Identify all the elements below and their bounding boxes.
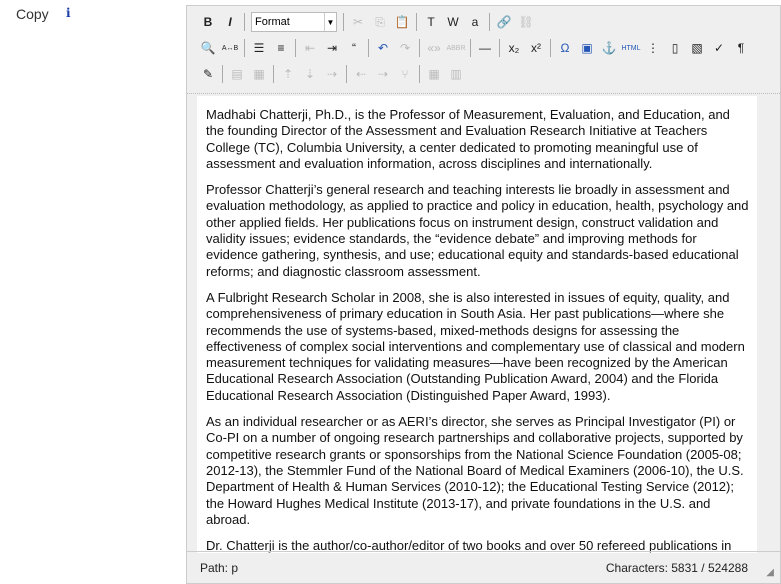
toolbar-separator [343, 13, 344, 31]
element-path: Path: p [200, 560, 239, 575]
redo-button[interactable] [394, 37, 416, 59]
abbr-button[interactable] [445, 37, 467, 59]
table-button[interactable] [423, 63, 445, 85]
find-icon: 🔍 [200, 41, 216, 55]
remove-format-icon: ¶ [737, 41, 745, 55]
copy-button[interactable] [369, 11, 391, 33]
format-select[interactable] [251, 12, 337, 32]
horizontal-rule-icon: — [479, 41, 491, 55]
format-select-value: Format [255, 16, 290, 28]
toolbar-separator [244, 13, 245, 31]
toolbar-separator [222, 65, 223, 83]
indent-button[interactable] [321, 37, 343, 59]
indent-icon: ⇥ [326, 41, 338, 55]
redo-icon: ↷ [399, 41, 411, 55]
find-button[interactable] [197, 37, 219, 59]
toolbar-separator [273, 65, 274, 83]
subscript-icon: x₂ [508, 41, 520, 55]
table-icon: ▦ [428, 67, 440, 81]
paragraph: A Fulbright Research Scholar in 2008, she is also interested in issues of equity, quality, and comprehensiveness of primary education in South Asia. Her past publications—where she recommends the use of systems-based, mixed-methods designs for assessing the effectiveness of complex social interventions and complementary use of classical and modern measurement techniques for validating measures—have been recognized by the American Educational Research Association (Outstanding Publication Award, 2004) and the Florida Educational Research Association (Distinguished Paper Award, 1993). [206, 289, 745, 403]
link-icon: 🔗 [496, 15, 512, 29]
table-row-button[interactable] [226, 63, 248, 85]
replace-icon: A↔B [221, 44, 239, 52]
superscript-button[interactable] [525, 37, 547, 59]
html-button[interactable] [620, 37, 642, 59]
subscript-button[interactable] [503, 37, 525, 59]
blockquote-icon: “ [352, 41, 356, 55]
special-char-button[interactable] [554, 37, 576, 59]
paragraph: Professor Chatterji’s general research and teaching interests lie broadly in assessment and evaluation methodology, as applied to practice and policy in education, health, psychology and other applied fields. Her publications focus on instrument design, construct validation and validity issues; evidence standards, the “evidence debate” and improving methods for evidence gathering, synthesis, and use; educational equity and standards-based educational reforms; and diagnostic classroom assessment. [206, 182, 749, 279]
undo-button[interactable] [372, 37, 394, 59]
edit-icon: ✎ [202, 67, 214, 81]
undo-icon: ↶ [377, 41, 389, 55]
delete-row-icon: ⇢ [326, 67, 338, 81]
toolbar [187, 6, 780, 94]
image-icon: ▧ [691, 41, 703, 55]
insert-col-after-icon: ⇢ [377, 67, 389, 81]
delete-col-button[interactable] [394, 63, 416, 85]
numbered-list-icon: ≡ [277, 41, 285, 55]
toolbar-separator [499, 39, 500, 57]
iframe-icon: ▣ [581, 41, 593, 55]
delete-row-button[interactable] [321, 63, 343, 85]
anchor-icon: ⚓ [601, 41, 617, 55]
toolbar-separator [416, 13, 417, 31]
info-icon[interactable]: i [66, 6, 71, 20]
anchor-button[interactable] [598, 37, 620, 59]
link-button[interactable] [493, 11, 515, 33]
insert-row-before-button[interactable] [277, 63, 299, 85]
insert-col-before-button[interactable] [350, 63, 372, 85]
edit-button[interactable] [197, 63, 219, 85]
toolbar-separator [550, 39, 551, 57]
toolbar-separator [295, 39, 296, 57]
remove-format-button[interactable] [730, 37, 752, 59]
spellcheck-icon: ✓ [713, 41, 725, 55]
blockquote-button[interactable] [343, 37, 365, 59]
horizontal-rule-button[interactable] [474, 37, 496, 59]
superscript-icon: x² [531, 41, 541, 55]
insert-row-after-icon: ⇣ [304, 67, 316, 81]
paste-word-icon: W [447, 15, 459, 29]
outdent-icon: ⇤ [304, 41, 316, 55]
replace-button[interactable] [219, 37, 241, 59]
bulleted-list-icon: ☰ [253, 41, 265, 55]
editor-content[interactable] [197, 96, 757, 553]
toolbar-separator [489, 13, 490, 31]
unlink-icon: ⛓ [518, 15, 534, 29]
image-button[interactable] [686, 37, 708, 59]
outdent-button[interactable] [299, 37, 321, 59]
select-all-icon: a [471, 15, 479, 29]
paragraph: Dr. Chatterji is the author/co-author/editor of two books and over 50 refereed publications in [206, 538, 732, 553]
quote-icon: «» [427, 41, 441, 55]
toolbar-separator [419, 39, 420, 57]
paragraph: Madhabi Chatterji, Ph.D., is the Professor of Measurement, Evaluation, and Education, and the founding Director of the Assessment and Evaluation Research Initiative at Teachers College (TC), Columbia University, a center dedicated to promoting meaningful use of assessment and evaluation information, across disciplines and internationally. [206, 107, 730, 171]
paste-button[interactable] [391, 11, 413, 33]
bulleted-list-button[interactable] [248, 37, 270, 59]
toolbar-separator [346, 65, 347, 83]
toolbar-separator [368, 39, 369, 57]
table-props-icon: ▥ [450, 67, 462, 81]
status-bar [187, 551, 780, 583]
cut-icon: ✂ [352, 15, 364, 29]
table-props-button[interactable] [445, 63, 467, 85]
bold-icon: B [203, 15, 213, 29]
insert-col-after-button[interactable] [372, 63, 394, 85]
resize-grip-icon[interactable]: ◢ [766, 567, 774, 578]
field-label: Copy [16, 6, 49, 22]
select-all-button[interactable] [464, 11, 486, 33]
toolbar-separator [419, 65, 420, 83]
paste-icon: 📋 [394, 15, 410, 29]
italic-button[interactable] [219, 11, 241, 33]
toolbar-separator [470, 39, 471, 57]
table-cell-icon: ▦ [253, 67, 265, 81]
copy-icon: ⎘ [375, 14, 385, 29]
iframe-button[interactable] [576, 37, 598, 59]
paste-word-button[interactable] [442, 11, 464, 33]
delete-col-icon: ⑂ [401, 67, 409, 81]
rich-text-editor [186, 5, 781, 584]
toolbar-separator [244, 39, 245, 57]
insert-col-before-icon: ⇠ [355, 67, 367, 81]
table-cell-button[interactable] [248, 63, 270, 85]
paste-text-button[interactable] [420, 11, 442, 33]
abbr-icon: ABBR [446, 44, 466, 52]
character-count: Characters: 5831 / 524288 [605, 560, 748, 575]
bold-button[interactable] [197, 11, 219, 33]
page-break-button[interactable] [664, 37, 686, 59]
unlink-button[interactable] [515, 11, 537, 33]
insert-row-after-button[interactable] [299, 63, 321, 85]
page-break-icon: ▯ [671, 41, 679, 55]
chevron-down-icon: ▼ [324, 13, 336, 31]
paragraph: As an individual researcher or as AERI’s director, she serves as Principal Investigator (PI) or Co-PI on a number of ongoing research partnerships and collaborative projects, supported by competitive research grants or sponsorships from the National Science Foundation (2005-08; 2012-13), the Stemmler Fund of the National Board of Medical Examiners (2006-10), the U.S. Department of Health & Human Services (2010-12); the Educational Testing Service (2012); the Howard Hughes Medical Institute (2013-17), and private foundations in the U.S. and abroad. [206, 414, 744, 527]
paste-text-icon: T [427, 15, 435, 29]
html-icon: HTML [621, 44, 641, 52]
spellcheck-button[interactable] [708, 37, 730, 59]
numbered-list-button[interactable] [270, 37, 292, 59]
quote-button[interactable] [423, 37, 445, 59]
special-char-icon: Ω [560, 41, 570, 55]
cut-button[interactable] [347, 11, 369, 33]
show-blocks-icon: ⋮ [647, 41, 659, 55]
table-row-icon: ▤ [231, 67, 243, 81]
show-blocks-button[interactable] [642, 37, 664, 59]
italic-icon: I [228, 15, 232, 29]
insert-row-before-icon: ⇡ [282, 67, 294, 81]
